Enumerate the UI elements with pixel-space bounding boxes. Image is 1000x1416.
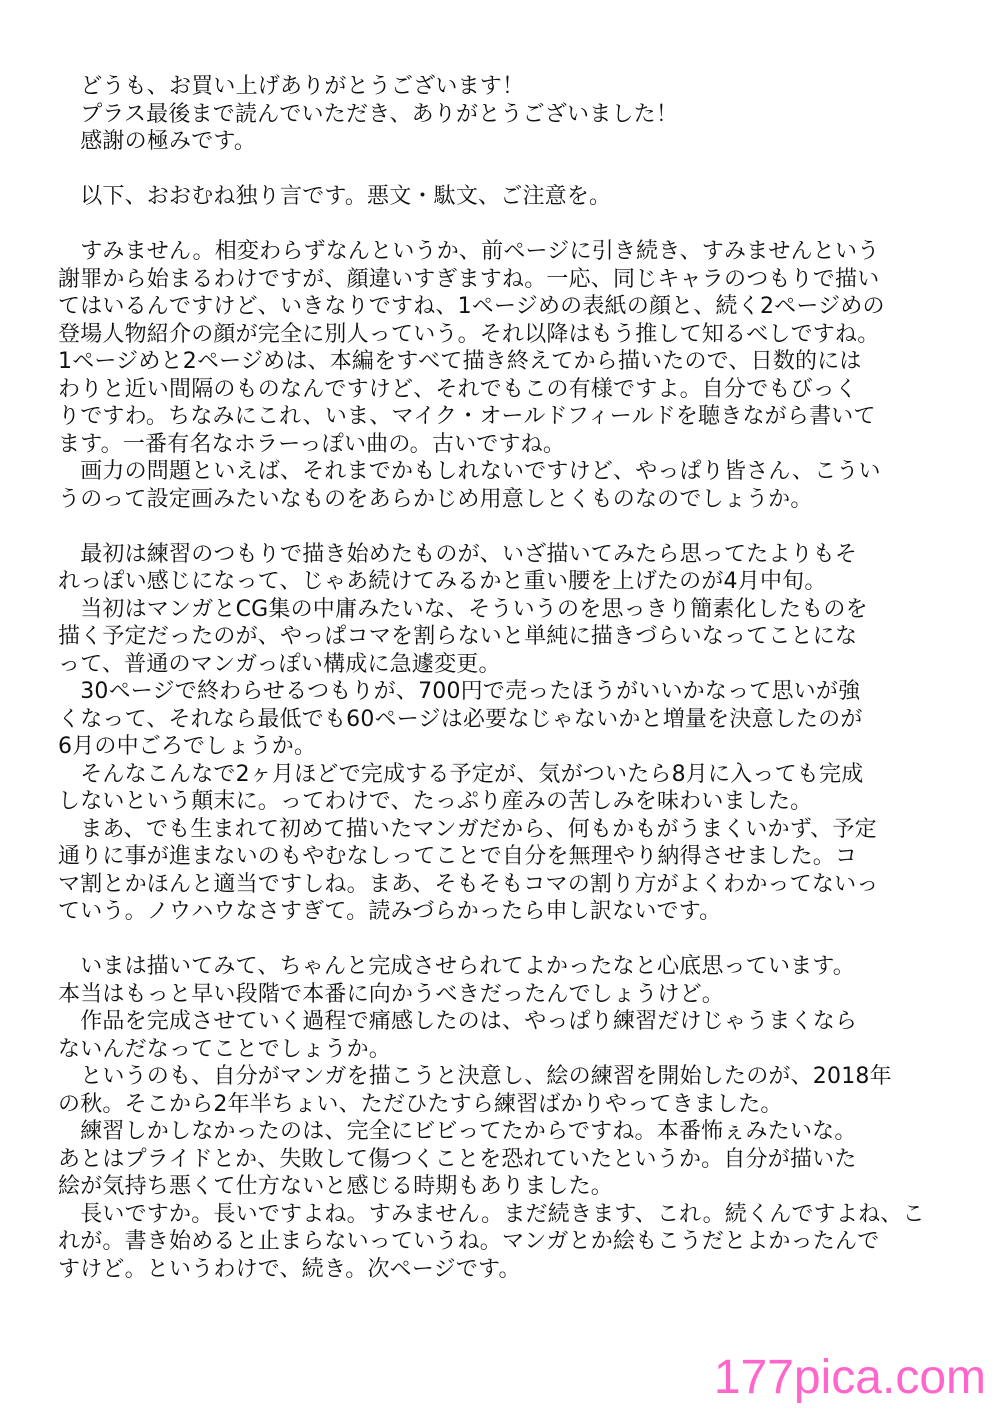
text-line: くなって、それなら最低でも60ページは必要なじゃないかと増量を決意したのが — [58, 706, 863, 732]
text-line: 6月の中ごろでしょうか。 — [58, 734, 317, 759]
text-line: の秋。そこから2年半ちょい、ただひたすら練習ばかりやってきました。 — [58, 1091, 783, 1117]
paragraph-gap — [58, 513, 958, 541]
text-line: 練習しかしなかったのは、完全にビビってたからですね。本番怖ぇみたいな。 — [58, 1119, 857, 1144]
text-line: 作品を完成させていく過程で痛感したのは、やっぱり練習だけじゃうまくなら — [58, 1009, 858, 1034]
text-line: 感謝の極みです。 — [58, 129, 257, 154]
text-line: 長いですか。長いですよね。すみません。まだ続きます、これ。続くんですよね、こ — [58, 1201, 925, 1227]
text-line: てはいるんですけど、いきなりですね、1ページめの表紙の顔と、続く2ページめの — [58, 294, 885, 319]
text-line: 1ページめと2ページめは、本編をすべて描き終えてから描いたので、日数的には — [58, 349, 862, 374]
text-line: プラス最後まで読んでいただき、ありがとうございました！ — [58, 101, 679, 127]
text-line: ます。一番有名なホラーっぽい曲の。古いですね。 — [58, 431, 566, 457]
text-line: マ割とかほんと適当ですしね。まあ、そもそもコマの割り方がよくわかってないっ — [58, 871, 879, 897]
text-line: 当初はマンガとCG集の中庸みたいな、そういうのを思っきり簡素化したものを — [58, 596, 868, 622]
site-watermark: 177pica.com — [713, 1351, 986, 1404]
paragraph-gap — [58, 926, 958, 954]
text-line: 描く予定だったのが、やっぱコマを割らないと単純に描きづらいなってことにな — [58, 624, 858, 649]
paragraph-gap — [58, 211, 958, 239]
text-line: しないという顛末に。ってわけで、たっぷり産みの苦しみを味わいました。 — [58, 789, 813, 814]
text-line: 画力の問題といえば、それまでかもしれないですけど、やっぱり皆さん、こうい — [58, 459, 881, 484]
text-line: わりと近い間隔のものなんですけど、それでもこの有様ですよ。自分でもびっく — [58, 376, 858, 402]
text-line: ないんだなってことでしょうか。 — [58, 1036, 392, 1062]
text-line: 絵が気持ち悪くて仕方ないと感じる時期もありました。 — [58, 1174, 614, 1199]
text-line: そんなこんなで2ヶ月ほどで完成する予定が、気がついたら8月に入っても完成 — [58, 761, 864, 787]
text-line: うのって設定画みたいなものをあらかじめ用意しとくものなのでしょうか。 — [58, 486, 813, 512]
text-line: 通りに事が進まないのもやむなしってことで自分を無理やり納得させました。コ — [58, 844, 858, 869]
text-line: りですわ。ちなみにこれ、いま、マイク・オールドフィールドを聴きながら書いて — [58, 404, 876, 429]
text-line: れが。書き始めると止まらないっていうね。マンガとか絵もこうだとよかったんで — [58, 1229, 880, 1254]
text-line: 謝罪から始まるわけですが、顔違いすぎますね。一応、同じキャラのつもりで描い — [58, 266, 880, 292]
text-line: 最初は練習のつもりで描き始めたものが、いざ描いてみたら思ってたよりもそ — [58, 541, 858, 567]
text-line: ていう。ノウハウなさすぎて。読みづらかったら申し訳ないです。 — [58, 899, 722, 924]
afterword-text — [58, 73, 958, 1283]
text-line: れっぽい感じになって、じゃあ続けてみるかと重い腰を上げたのが4月中旬。 — [58, 569, 827, 594]
text-line: いまは描いてみて、ちゃんと完成させられてよかったなと心底思っています。 — [58, 954, 856, 979]
text-line: 以下、おおむね独り言です。悪文・駄文、ご注意を。 — [58, 184, 612, 209]
text-line: 登場人物紹介の顔が完全に別人っていう。それ以降はもう推して知るべしですね。 — [58, 321, 880, 347]
text-line: 30ページで終わらせるつもりが、700円で売ったほうがいいかなって思いが強 — [58, 679, 861, 704]
text-line: すけど。というわけで、続き。次ページです。 — [58, 1256, 521, 1282]
text-line: 本当はもっと早い段階で本番に向かうべきだったんでしょうけど。 — [58, 981, 725, 1007]
text-line: というのも、自分がマンガを描こうと決意し、絵の練習を開始したのが、2018年 — [58, 1064, 892, 1089]
text-line: どうも、お買い上げありがとうございます！ — [58, 74, 525, 99]
text-line: あとはプライドとか、失敗して傷つくことを恐れていたというか。自分が描いた — [58, 1146, 857, 1172]
text-line: すみません。相変わらずなんというか、前ページに引き続き、すみませんという — [58, 239, 880, 264]
text-line: まあ、でも生まれて初めて描いたマンガだから、何もかもがうまくいかず、予定 — [58, 816, 877, 842]
paragraph-gap — [58, 156, 958, 184]
text-line: って、普通のマンガっぽい構成に急遽変更。 — [58, 651, 501, 677]
